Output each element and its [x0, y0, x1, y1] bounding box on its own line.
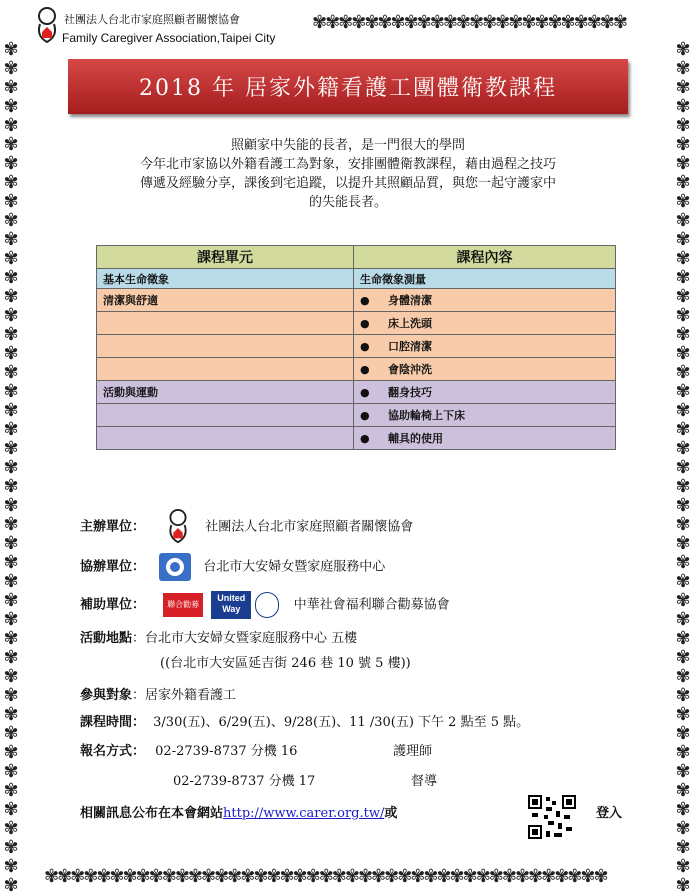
table-row: [97, 312, 616, 335]
signup-line: [80, 740, 432, 759]
table-cell-unit: 清潔與舒適: [97, 289, 354, 312]
page-title: 2018 年 居家外籍看護工團體衛教課程: [139, 76, 557, 101]
decorative-border-bottom: ✾✾✾✾✾✾✾✾✾✾✾✾✾✾✾✾✾✾✾✾✾✾✾✾✾✾✾✾✾✾✾✾✾✾✾✾✾✾✾✾✾✾✾: [44, 866, 607, 887]
table-row: [97, 358, 616, 381]
website-link[interactable]: http://www.carer.org.tw/: [223, 806, 385, 821]
bullet-icon: ●: [360, 317, 370, 330]
united-way-hand-icon: [255, 592, 279, 618]
login-text: 登入: [596, 806, 623, 821]
bullet-icon: ●: [360, 294, 370, 307]
table-cell-content: ● 口腔清潔: [354, 335, 616, 358]
co-organizer-value: 台北市大安婦女暨家庭服務中心: [203, 559, 386, 575]
table-cell-content: ● 協助輪椅上下床: [354, 404, 616, 427]
table-row: [97, 427, 616, 450]
website-line: [80, 802, 397, 821]
table-cell-content: ● 翻身技巧: [354, 381, 616, 404]
phone-2-role: 督導: [411, 774, 438, 789]
signup-label: 報名方式：: [80, 744, 146, 759]
location-label: 活動地點: [80, 631, 133, 646]
org-name-en: Family Caregiver Association,Taipei City: [62, 31, 276, 45]
table-row: [97, 335, 616, 358]
table-cell-unit: [97, 358, 354, 381]
table-cell-unit: 活動與運動: [97, 381, 354, 404]
intro-line: 傳遞及經驗分享，課後到宅追蹤，以提升其照顧品質，與您一起守護家中: [139, 176, 556, 191]
co-organizer-line: [80, 553, 385, 581]
bullet-icon: ●: [360, 432, 370, 445]
table-cell-unit: [97, 335, 354, 358]
org-logo-icon: [163, 508, 193, 546]
co-organizer-label: 協辦單位：: [80, 559, 146, 575]
org-logo-icon: [34, 6, 60, 46]
time-value: 3/30(五)、6/29(五)、9/28(五)、11 /30(五) 下午 2 點至 5 點。: [153, 715, 530, 730]
table-cell-content: ● 身體清潔: [354, 289, 616, 312]
intro-line: 照顧家中失能的長者，是一門很大的學問: [230, 138, 465, 153]
location-value: ：台北市大安婦女暨家庭服務中心 五樓: [132, 631, 358, 646]
org-name-zh: 社團法人台北市家庭照顧者關懷協會: [64, 13, 240, 26]
location-address: ((台北市大安區延吉街 246 巷 10 號 5 樓)): [160, 656, 411, 671]
intro-line: 的失能長者。: [308, 195, 387, 210]
daan-center-logo-icon: [159, 553, 191, 581]
table-header-unit: 課程單元: [97, 246, 354, 269]
target-label: 參與對象: [80, 688, 133, 703]
united-way-logo-icon: United Way: [211, 591, 251, 619]
sponsor-label: 補助單位：: [80, 597, 146, 613]
time-label: 課程時間：: [80, 715, 146, 730]
website-suffix: 或: [384, 806, 398, 821]
table-cell-content: ● 床上洗頭: [354, 312, 616, 335]
organizer-label: 主辦單位：: [80, 519, 146, 535]
table-cell-content: ● 輔具的使用: [354, 427, 616, 450]
signup-line-2: [173, 770, 437, 789]
table-cell-unit: [97, 312, 354, 335]
bullet-icon: ●: [360, 363, 370, 376]
website-prefix: 相關訊息公布在本會網站: [80, 806, 224, 821]
table-row: [97, 269, 616, 289]
table-cell-content: ● 會陰沖洗: [354, 358, 616, 381]
table-row: [97, 289, 616, 312]
bullet-icon: ●: [360, 409, 370, 422]
sponsor-value: 中華社會福利聯合勸募協會: [293, 597, 450, 613]
table-cell-unit: 基本生命徵象: [97, 269, 354, 289]
table-header-row: [97, 246, 616, 269]
target-value: ：居家外籍看護工: [132, 688, 237, 703]
time-line: [80, 711, 529, 730]
location-line: [80, 627, 357, 646]
course-table: [96, 245, 616, 450]
intro-line: 今年北市家協以外籍看護工為對象，安排團體衛教課程，藉由過程之技巧: [139, 157, 556, 172]
qr-code-icon[interactable]: [528, 795, 576, 839]
phone-2: 02-2739-8737 分機 17: [173, 774, 316, 789]
sponsor-line: [80, 591, 450, 619]
decorative-border-right: ✾ ✾ ✾ ✾ ✾ ✾ ✾ ✾ ✾ ✾ ✾ ✾ ✾ ✾ ✾ ✾ ✾ ✾ ✾ ✾ ✾ ✾ ✾ ✾ ✾ ✾ ✾ ✾ ✾ ✾ ✾ ✾ ✾ ✾ ✾ ✾ ✾ ✾ ✾ ✾ ✾ ✾ ✾ ✾ ✾: [675, 40, 691, 895]
phone-1-role: 護理師: [393, 744, 433, 759]
target-line: [80, 684, 236, 703]
intro-paragraph: [60, 136, 636, 212]
united-way-tw-logo-icon: 聯合勸募: [163, 593, 203, 617]
bullet-icon: ●: [360, 386, 370, 399]
bullet-icon: ●: [360, 340, 370, 353]
phone-1: 02-2739-8737 分機 16: [155, 744, 298, 759]
table-cell-content: 生命徵象測量: [354, 269, 616, 289]
table-header-content: 課程內容: [354, 246, 616, 269]
table-cell-unit: [97, 427, 354, 450]
organizer-value: 社團法人台北市家庭照顧者關懷協會: [205, 519, 414, 535]
decorative-border-left: ✾ ✾ ✾ ✾ ✾ ✾ ✾ ✾ ✾ ✾ ✾ ✾ ✾ ✾ ✾ ✾ ✾ ✾ ✾ ✾ ✾ ✾ ✾ ✾ ✾ ✾ ✾ ✾ ✾ ✾ ✾ ✾ ✾ ✾ ✾ ✾ ✾ ✾ ✾ ✾ ✾ ✾ ✾ ✾ ✾: [3, 40, 19, 895]
page-title-banner: [68, 59, 628, 114]
table-row: [97, 381, 616, 404]
organizer-line: [80, 508, 413, 546]
table-row: [97, 404, 616, 427]
decorative-border-top: ✾✾✾✾✾✾✾✾✾✾✾✾✾✾✾✾✾✾✾✾✾✾✾✾: [312, 12, 626, 33]
table-cell-unit: [97, 404, 354, 427]
